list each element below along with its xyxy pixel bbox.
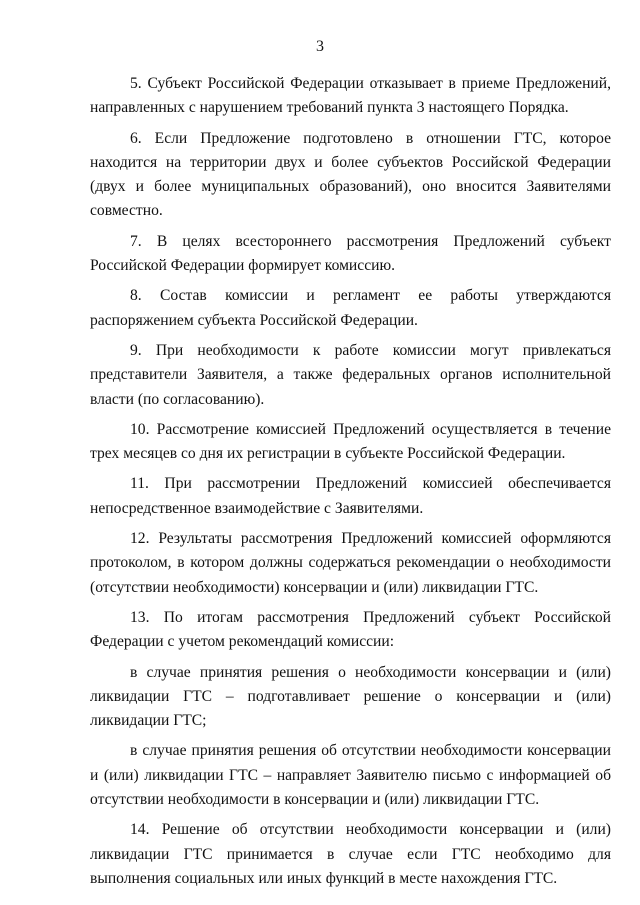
paragraph-10: 10. Рассмотрение комиссией Предложений осуществляется в течение трех месяцев со дня их регистрации в субъекте Российской Федерации. [90, 420, 611, 463]
paragraph-11: 11. При рассмотрении Предложений комиссией обеспечивается непосредственное взаимодействие с Заявителями. [90, 475, 611, 517]
paragraph-12: 12. Результаты рассмотрения Предложений комиссией оформляются протоколом, в котором должны содержаться рекомендации о необходимости (отсутствии необходимости) консервации и (или) ликвидации ГТС. [90, 530, 611, 596]
paragraph-5: 5. Субъект Российской Федерации отказывает в приеме Предложений, направленных с нарушением требований пункта 3 настоящего Порядка. [90, 75, 611, 117]
paragraph-6: 6. Если Предложение подготовлено в отношении ГТС, которое находится на территории двух и более субъектов Российской Федерации (двух и более муниципальных образований), оно вносится Заявителями совместно. [90, 129, 611, 220]
paragraph-13-case-not-necessary: в случае принятия решения об отсутствии необходимости консервации и (или) ликвидации ГТС – направляет Заявителю письмо с информацией об отсутствии необходимости в консервации и (или) ликвидации ГТС. [90, 742, 611, 809]
page-number: 3 [316, 38, 324, 55]
paragraph-8: 8. Состав комиссии и регламент ее работы утверждаются распоряжением субъекта Российской Федерации. [90, 287, 611, 329]
document-body [90, 72, 611, 897]
paragraph-14: 14. Решение об отсутствии необходимости консервации и (или) ликвидации ГТС принимается в случае если ГТС необходимо для выполнения социальных или иных функций в месте нахождения ГТС. [90, 821, 611, 887]
paragraph-13: 13. По итогам рассмотрения Предложений субъект Российской Федерации с учетом рекомендаций комиссии: [90, 608, 611, 651]
paragraph-13-case-necessary: в случае принятия решения о необходимости консервации и (или) ликвидации ГТС – подготавливает решение о консервации и (или) ликвидации ГТС; [90, 663, 611, 730]
paragraph-9: 9. При необходимости к работе комиссии могут привлекаться представители Заявителя, а также федеральных органов исполнительной власти (по согласованию). [90, 341, 611, 408]
paragraph-7: 7. В целях всестороннего рассмотрения Предложений субъект Российской Федерации формирует комиссию. [90, 232, 611, 275]
